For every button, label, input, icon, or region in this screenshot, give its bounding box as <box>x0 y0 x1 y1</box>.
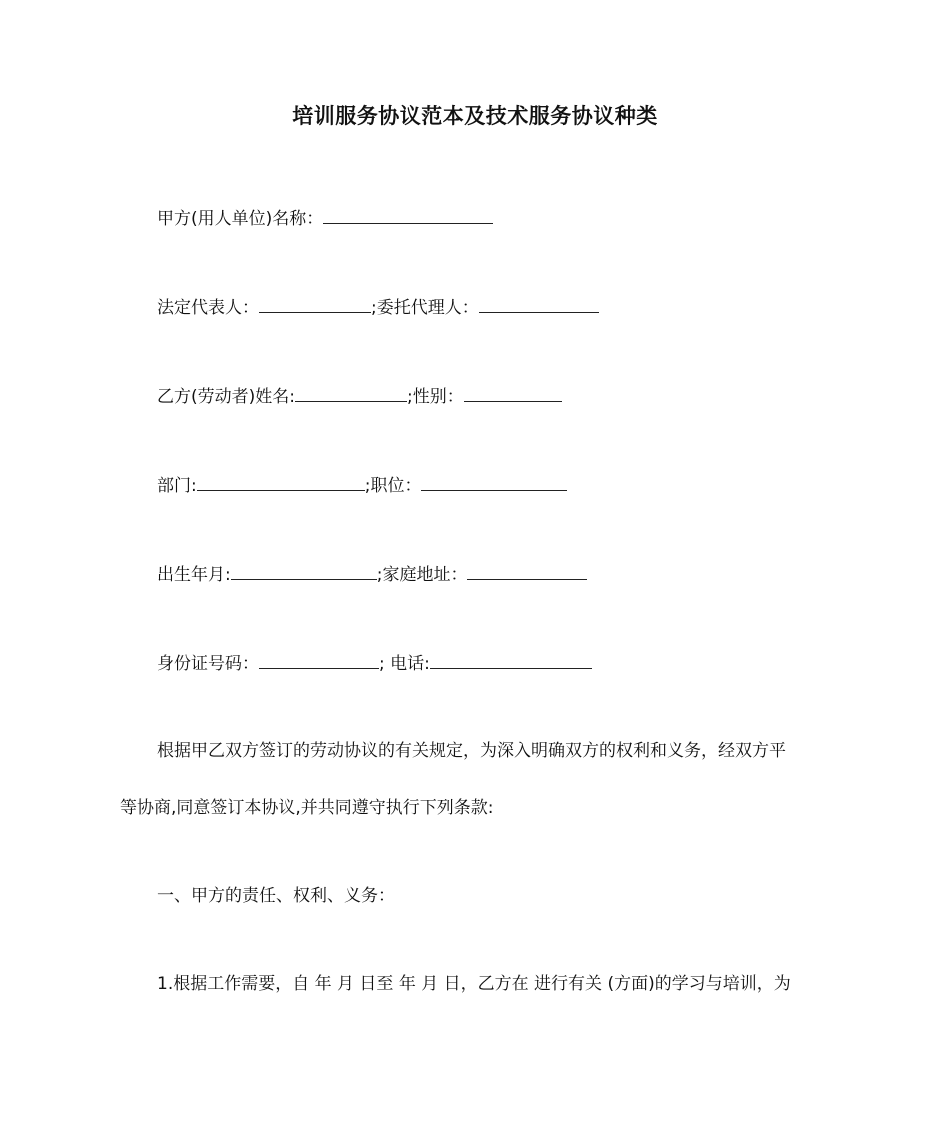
id-blank <box>259 650 379 669</box>
document-title: 培训服务协议范本及技术服务协议种类 <box>292 104 658 128</box>
address-label: ;家庭地址： <box>376 565 468 585</box>
clause-1-line-1: 1.根据工作需要，自 年 月 日至 年 月 日，乙方在 进行有关 (方面)的学习与培训，为 <box>157 974 791 994</box>
intro-line-1: 根据甲乙双方签订的劳动协议的有关规定，为深入明确双方的权利和义务，经双方平 <box>157 741 786 761</box>
legal-rep-blank <box>259 294 371 313</box>
department-label: 部门: <box>157 476 197 496</box>
birth-row <box>157 561 587 587</box>
agent-blank <box>479 294 599 313</box>
phone-label: ; 电话: <box>379 654 430 674</box>
id-label: 身份证号码： <box>157 654 259 674</box>
gender-label: ;性别： <box>407 387 464 407</box>
party-a-name-blank <box>323 205 493 224</box>
phone-blank <box>430 650 592 669</box>
party-a-name-row <box>157 205 493 231</box>
party-b-name-label: 乙方(劳动者)姓名: <box>157 387 295 407</box>
position-blank <box>421 472 567 491</box>
gender-blank <box>464 383 562 402</box>
agent-label: ;委托代理人： <box>371 298 479 318</box>
birth-blank <box>231 561 377 580</box>
birth-label: 出生年月: <box>157 565 231 585</box>
party-a-name-label: 甲方(用人单位)名称： <box>157 209 324 229</box>
party-b-name-row <box>157 383 562 409</box>
legal-rep-label: 法定代表人： <box>157 298 259 318</box>
intro-line-2: 等协商,同意签订本协议,并共同遵守执行下列条款: <box>120 798 494 818</box>
department-row <box>157 472 567 498</box>
section-1-heading: 一、甲方的责任、权利、义务： <box>157 886 395 906</box>
legal-rep-row <box>157 294 599 320</box>
position-label: ;职位： <box>364 476 422 496</box>
id-row <box>157 650 592 676</box>
address-blank <box>467 561 587 580</box>
department-blank <box>197 472 365 491</box>
party-b-name-blank <box>295 383 407 402</box>
